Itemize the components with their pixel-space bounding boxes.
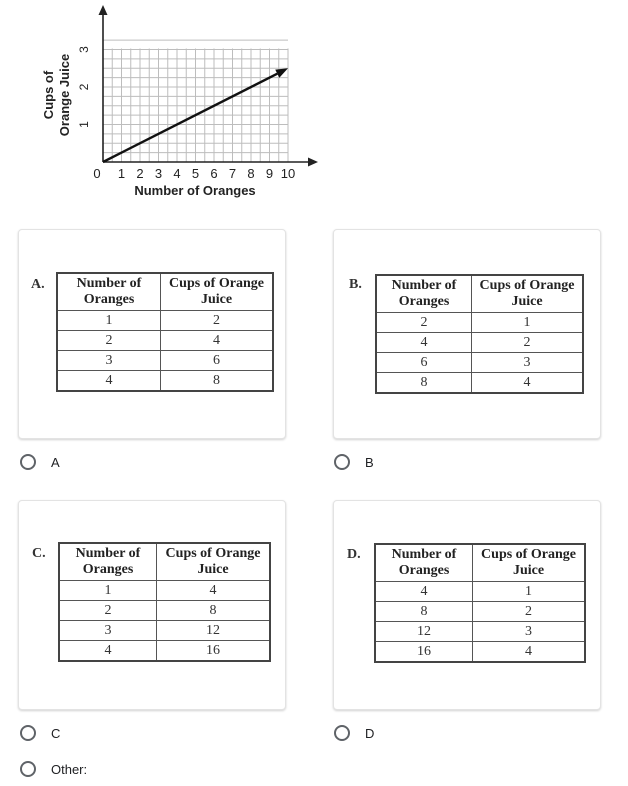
cell: 16 [375, 642, 473, 663]
header-oranges: Number of Oranges [375, 544, 473, 582]
table-row [375, 602, 585, 622]
x-tick-label: 6 [210, 166, 218, 181]
table-row [376, 353, 583, 373]
cell: 4 [375, 582, 473, 602]
cell: 3 [472, 353, 584, 373]
x-tick-label: 2 [136, 166, 144, 181]
radio-button[interactable] [20, 761, 36, 777]
cell: 4 [157, 581, 271, 601]
cell: 2 [473, 602, 586, 622]
radio-label: A [51, 454, 60, 470]
header-juice: Cups of Orange Juice [157, 543, 271, 581]
radio-button[interactable] [334, 725, 350, 741]
x-tick-label: 8 [247, 166, 255, 181]
table-row [375, 642, 585, 663]
x-tick-label: 5 [191, 166, 200, 181]
table-row [376, 373, 583, 394]
cell: 1 [473, 582, 586, 602]
option-radio-c[interactable] [20, 725, 60, 741]
cell: 4 [472, 373, 584, 394]
x-tick-label: 4 [173, 166, 181, 181]
cell: 1 [57, 311, 161, 331]
option-card-d [333, 500, 601, 710]
cell: 2 [472, 333, 584, 353]
option-radio-d[interactable] [334, 725, 374, 741]
cell: 6 [376, 353, 472, 373]
other-label: Other: [51, 761, 88, 777]
option-radio-b[interactable] [334, 454, 374, 470]
orange-juice-graph [0, 0, 340, 215]
cell: 8 [161, 371, 274, 392]
x-tick-label: 3 [154, 166, 163, 181]
y-tick-label: 1 [77, 121, 91, 128]
cell: 6 [161, 351, 274, 371]
option-card-c [18, 500, 286, 710]
cell: 2 [59, 601, 157, 621]
header-oranges: Number of Oranges [57, 273, 161, 311]
x-axis-label: Number of Oranges [134, 183, 256, 198]
y-axis-label-line2: Orange Juice [57, 53, 72, 137]
radio-button[interactable] [20, 725, 36, 741]
option-letter: D. [347, 547, 361, 562]
option-table [56, 272, 274, 392]
table-row [375, 622, 585, 642]
x-axis-arrow [308, 158, 318, 167]
table-row [59, 581, 270, 601]
option-radio-a[interactable] [20, 454, 60, 470]
cell: 2 [161, 311, 274, 331]
cell: 3 [473, 622, 586, 642]
cell: 3 [59, 621, 157, 641]
table-row [59, 641, 270, 662]
radio-label: B [365, 454, 374, 470]
series-arrowhead [275, 68, 288, 77]
option-letter: C. [32, 546, 46, 561]
cell: 8 [375, 602, 473, 622]
table-row [57, 371, 273, 392]
x-tick-label: 10 [280, 166, 296, 181]
table-row [59, 621, 270, 641]
cell: 4 [59, 641, 157, 662]
option-letter: B. [349, 277, 362, 292]
option-card-b [333, 229, 601, 439]
radio-label: D [365, 725, 375, 741]
cell: 4 [473, 642, 586, 663]
option-table [374, 543, 586, 663]
header-oranges: Number of Oranges [59, 543, 157, 581]
cell: 3 [57, 351, 161, 371]
cell: 4 [57, 371, 161, 392]
radio-button[interactable] [334, 454, 350, 470]
y-tick-label: 3 [77, 46, 91, 53]
cell: 2 [57, 331, 161, 351]
option-card-a [18, 229, 286, 439]
cell: 4 [161, 331, 274, 351]
origin-label: 0 [93, 166, 101, 181]
y-axis-arrow [99, 5, 108, 15]
table-row [57, 351, 273, 371]
option-table [58, 542, 271, 662]
y-axis-label-line1: Cups of [41, 70, 56, 120]
cell: 8 [376, 373, 472, 394]
header-juice: Cups of Orange Juice [161, 273, 274, 311]
table-row [376, 333, 583, 353]
header-oranges: Number of Oranges [376, 275, 472, 313]
cell: 2 [376, 313, 472, 333]
x-tick-label: 1 [117, 166, 126, 181]
x-tick-label: 7 [228, 166, 237, 181]
cell: 16 [157, 641, 271, 662]
cell: 1 [472, 313, 584, 333]
graph-grid [103, 40, 288, 162]
option-letter: A. [31, 277, 45, 292]
cell: 8 [157, 601, 271, 621]
cell: 4 [376, 333, 472, 353]
header-juice: Cups of Orange Juice [472, 275, 584, 313]
x-tick-label: 9 [265, 166, 274, 181]
table-row [57, 311, 273, 331]
table-row [59, 601, 270, 621]
radio-label: C [51, 725, 61, 741]
y-tick-label: 2 [77, 83, 91, 91]
cell: 12 [375, 622, 473, 642]
option-table [375, 274, 584, 394]
table-row [375, 582, 585, 602]
table-row [57, 331, 273, 351]
cell: 1 [59, 581, 157, 601]
table-row [376, 313, 583, 333]
radio-button[interactable] [20, 454, 36, 470]
header-juice: Cups of Orange Juice [473, 544, 586, 582]
option-radio-other[interactable] [20, 761, 87, 777]
cell: 12 [157, 621, 271, 641]
